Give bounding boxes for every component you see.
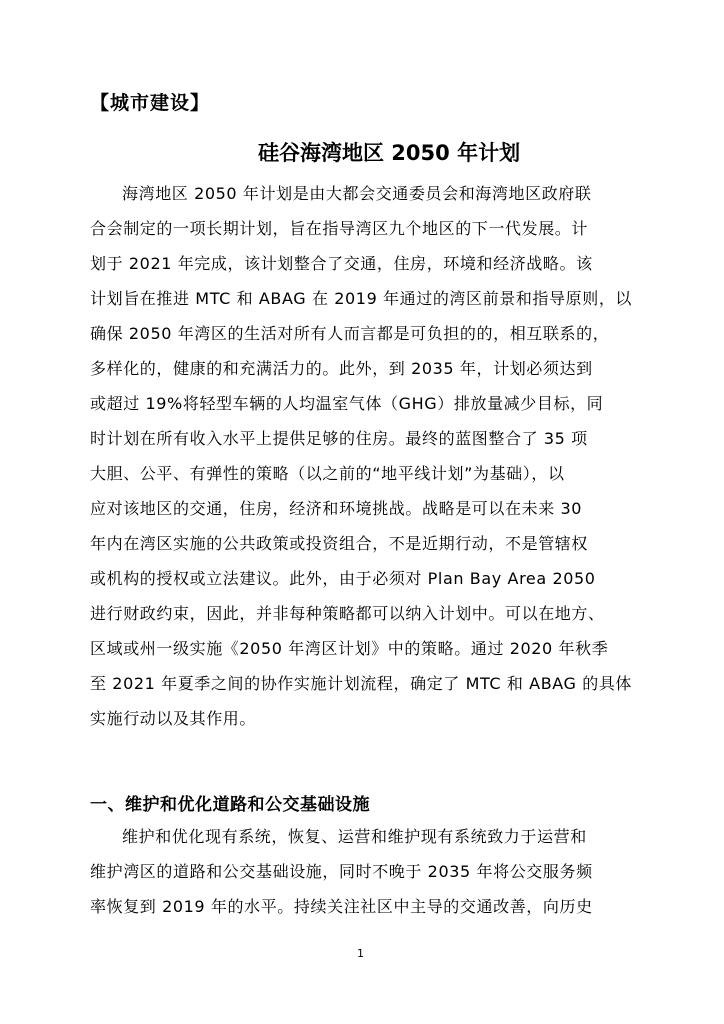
paragraph-line: 海湾地区 2050 年计划是由大都会交通委员会和海湾地区政府联 — [122, 184, 592, 203]
paragraph-line: 计划旨在推进 MTC 和 ABAG 在 2019 年通过的湾区前景和指导原则，以 — [90, 289, 633, 308]
paragraph-line: 进行财政约束，因此，并非每种策略都可以纳入计划中。可以在地方、 — [90, 604, 605, 623]
paragraph-line: 确保 2050 年湾区的生活对所有人而言都是可负担的的，相互联系的， — [90, 324, 610, 343]
paragraph-line: 年内在湾区实施的公共政策或投资组合，不是近期行动，不是管辖权 — [90, 534, 589, 553]
paragraph-line: 多样化的，健康的和充满活力的。此外，到 2035 年，计划必须达到 — [90, 359, 593, 378]
paragraph-line: 率恢复到 2019 年的水平。持续关注社区中主导的交通改善，向历史 — [90, 897, 593, 916]
paragraph-line: 应对该地区的交通，住房，经济和环境挑战。战略是可以在未来 30 — [90, 499, 583, 518]
paragraph-line: 或超过 19%将轻型车辆的人均温室气体（GHG）排放量减少目标，同 — [90, 394, 604, 413]
page-number: 1 — [357, 947, 364, 960]
paragraph-line: 区域或州一级实施《2050 年湾区计划》中的策略。通过 2020 年秋季 — [90, 639, 609, 658]
paragraph-line: 维护和优化现有系统，恢复、运营和维护现有系统致力于运营和 — [122, 827, 587, 846]
paragraph-line: 维护湾区的道路和公交基础设施，同时不晚于 2035 年将公交服务频 — [90, 862, 593, 881]
section-heading: 一、维护和优化道路和公交基础设施 — [90, 795, 370, 815]
paragraph-line: 或机构的授权或立法建议。此外，由于必须对 Plan Bay Area 2050 — [90, 569, 596, 588]
page-title: 硅谷海湾地区 2050 年计划 — [258, 141, 521, 165]
paragraph-line: 至 2021 年夏季之间的协作实施计划流程，确定了 MTC 和 ABAG 的具体 — [90, 674, 633, 693]
paragraph-line: 时计划在所有收入水平上提供足够的住房。最终的蓝图整合了 35 项 — [90, 429, 588, 448]
paragraph-line: 划于 2021 年完成，该计划整合了交通，住房，环境和经济战略。该 — [90, 254, 593, 273]
section-tag: 【城市建设】 — [90, 92, 211, 114]
paragraph-line: 合会制定的一项长期计划，旨在指导湾区九个地区的下一代发展。计 — [90, 219, 589, 238]
paragraph-line: 大胆、公平、有弹性的策略（以之前的“地平线计划”为基础），以 — [90, 464, 565, 483]
paragraph-line: 实施行动以及其作用。 — [90, 709, 257, 728]
